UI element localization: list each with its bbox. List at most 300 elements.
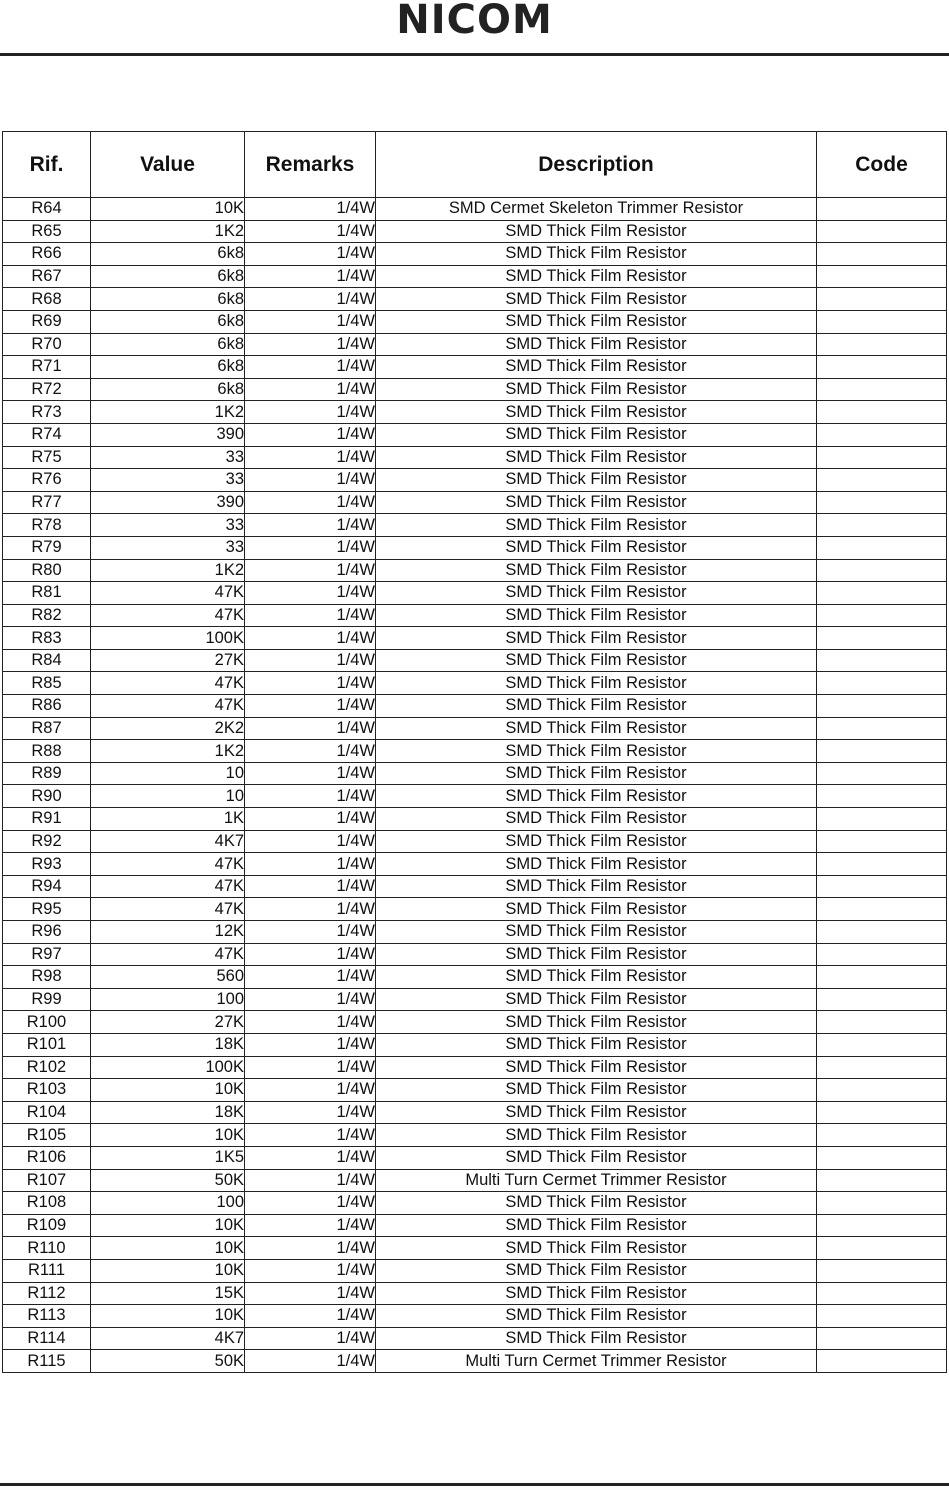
table-row bbox=[3, 1101, 947, 1124]
cell-value: 47K bbox=[91, 853, 245, 876]
cell-rif: R112 bbox=[3, 1282, 91, 1305]
table-row bbox=[3, 1327, 947, 1350]
cell-rif: R80 bbox=[3, 559, 91, 582]
cell-description: SMD Thick Film Resistor bbox=[376, 1327, 817, 1350]
cell-rif: R107 bbox=[3, 1169, 91, 1192]
cell-rif: R67 bbox=[3, 265, 91, 288]
table-row bbox=[3, 830, 947, 853]
cell-rif: R83 bbox=[3, 627, 91, 650]
table-row bbox=[3, 536, 947, 559]
cell-remarks: 1/4W bbox=[245, 514, 376, 537]
cell-code bbox=[817, 491, 947, 514]
cell-value: 10K bbox=[91, 1237, 245, 1260]
cell-description: SMD Cermet Skeleton Trimmer Resistor bbox=[376, 198, 817, 221]
cell-remarks: 1/4W bbox=[245, 582, 376, 605]
cell-rif: R110 bbox=[3, 1237, 91, 1260]
cell-remarks: 1/4W bbox=[245, 536, 376, 559]
cell-remarks: 1/4W bbox=[245, 1124, 376, 1147]
cell-rif: R96 bbox=[3, 921, 91, 944]
table-row bbox=[3, 808, 947, 831]
cell-rif: R88 bbox=[3, 740, 91, 763]
cell-description: SMD Thick Film Resistor bbox=[376, 830, 817, 853]
cell-remarks: 1/4W bbox=[245, 875, 376, 898]
cell-code bbox=[817, 1282, 947, 1305]
cell-value: 100 bbox=[91, 1192, 245, 1215]
cell-remarks: 1/4W bbox=[245, 649, 376, 672]
cell-remarks: 1/4W bbox=[245, 333, 376, 356]
table-row bbox=[3, 695, 947, 718]
cell-rif: R114 bbox=[3, 1327, 91, 1350]
table-row bbox=[3, 740, 947, 763]
cell-code bbox=[817, 943, 947, 966]
cell-code bbox=[817, 1305, 947, 1328]
cell-value: 1K bbox=[91, 808, 245, 831]
cell-rif: R74 bbox=[3, 423, 91, 446]
column-header-code: Code bbox=[817, 132, 947, 198]
cell-value: 10 bbox=[91, 785, 245, 808]
cell-code bbox=[817, 469, 947, 492]
parts-table bbox=[2, 131, 947, 1373]
cell-description: SMD Thick Film Resistor bbox=[376, 1033, 817, 1056]
cell-remarks: 1/4W bbox=[245, 740, 376, 763]
cell-description: SMD Thick Film Resistor bbox=[376, 785, 817, 808]
cell-value: 560 bbox=[91, 966, 245, 989]
table-row bbox=[3, 853, 947, 876]
cell-code bbox=[817, 1056, 947, 1079]
table-row bbox=[3, 559, 947, 582]
cell-value: 10K bbox=[91, 1214, 245, 1237]
cell-description: SMD Thick Film Resistor bbox=[376, 740, 817, 763]
cell-rif: R70 bbox=[3, 333, 91, 356]
cell-value: 33 bbox=[91, 446, 245, 469]
cell-value: 47K bbox=[91, 672, 245, 695]
cell-rif: R91 bbox=[3, 808, 91, 831]
cell-code bbox=[817, 582, 947, 605]
cell-code bbox=[817, 853, 947, 876]
cell-value: 47K bbox=[91, 582, 245, 605]
cell-description: SMD Thick Film Resistor bbox=[376, 378, 817, 401]
table-row bbox=[3, 582, 947, 605]
cell-remarks: 1/4W bbox=[245, 785, 376, 808]
cell-remarks: 1/4W bbox=[245, 853, 376, 876]
table-row bbox=[3, 672, 947, 695]
cell-description: SMD Thick Film Resistor bbox=[376, 582, 817, 605]
cell-code bbox=[817, 1350, 947, 1373]
cell-value: 27K bbox=[91, 649, 245, 672]
cell-code bbox=[817, 898, 947, 921]
cell-value: 4K7 bbox=[91, 1327, 245, 1350]
table-row bbox=[3, 333, 947, 356]
table-row bbox=[3, 1146, 947, 1169]
cell-value: 4K7 bbox=[91, 830, 245, 853]
cell-rif: R81 bbox=[3, 582, 91, 605]
cell-code bbox=[817, 1079, 947, 1102]
cell-remarks: 1/4W bbox=[245, 1305, 376, 1328]
table-row bbox=[3, 310, 947, 333]
table-row bbox=[3, 943, 947, 966]
cell-remarks: 1/4W bbox=[245, 627, 376, 650]
table-row bbox=[3, 604, 947, 627]
cell-description: SMD Thick Film Resistor bbox=[376, 1146, 817, 1169]
cell-remarks: 1/4W bbox=[245, 1169, 376, 1192]
cell-description: SMD Thick Film Resistor bbox=[376, 220, 817, 243]
cell-remarks: 1/4W bbox=[245, 1350, 376, 1373]
header-rule bbox=[0, 53, 949, 56]
cell-value: 390 bbox=[91, 491, 245, 514]
cell-value: 18K bbox=[91, 1101, 245, 1124]
cell-value: 100K bbox=[91, 1056, 245, 1079]
cell-code bbox=[817, 378, 947, 401]
cell-remarks: 1/4W bbox=[245, 243, 376, 266]
cell-value: 27K bbox=[91, 1011, 245, 1034]
table-row bbox=[3, 491, 947, 514]
cell-description: SMD Thick Film Resistor bbox=[376, 491, 817, 514]
cell-value: 1K2 bbox=[91, 559, 245, 582]
cell-description: SMD Thick Film Resistor bbox=[376, 1079, 817, 1102]
cell-rif: R76 bbox=[3, 469, 91, 492]
cell-code bbox=[817, 1327, 947, 1350]
cell-value: 18K bbox=[91, 1033, 245, 1056]
cell-rif: R90 bbox=[3, 785, 91, 808]
cell-value: 10 bbox=[91, 762, 245, 785]
table-row bbox=[3, 1079, 947, 1102]
cell-description: SMD Thick Film Resistor bbox=[376, 469, 817, 492]
cell-remarks: 1/4W bbox=[245, 1101, 376, 1124]
cell-value: 6k8 bbox=[91, 310, 245, 333]
cell-rif: R69 bbox=[3, 310, 91, 333]
cell-value: 6k8 bbox=[91, 243, 245, 266]
cell-rif: R113 bbox=[3, 1305, 91, 1328]
table-row bbox=[3, 1282, 947, 1305]
cell-description: SMD Thick Film Resistor bbox=[376, 988, 817, 1011]
cell-description: SMD Thick Film Resistor bbox=[376, 1101, 817, 1124]
cell-description: SMD Thick Film Resistor bbox=[376, 356, 817, 379]
table-row bbox=[3, 1259, 947, 1282]
brand-title: NICOM bbox=[396, 0, 553, 43]
cell-code bbox=[817, 356, 947, 379]
cell-description: SMD Thick Film Resistor bbox=[376, 333, 817, 356]
table-row bbox=[3, 1033, 947, 1056]
cell-code bbox=[817, 1259, 947, 1282]
cell-remarks: 1/4W bbox=[245, 446, 376, 469]
cell-remarks: 1/4W bbox=[245, 310, 376, 333]
cell-remarks: 1/4W bbox=[245, 717, 376, 740]
cell-description: SMD Thick Film Resistor bbox=[376, 672, 817, 695]
cell-rif: R72 bbox=[3, 378, 91, 401]
table-row bbox=[3, 1305, 947, 1328]
cell-remarks: 1/4W bbox=[245, 1214, 376, 1237]
cell-value: 10K bbox=[91, 1079, 245, 1102]
cell-remarks: 1/4W bbox=[245, 1056, 376, 1079]
cell-code bbox=[817, 649, 947, 672]
cell-rif: R93 bbox=[3, 853, 91, 876]
cell-rif: R92 bbox=[3, 830, 91, 853]
table-row bbox=[3, 1169, 947, 1192]
cell-code bbox=[817, 220, 947, 243]
cell-code bbox=[817, 672, 947, 695]
table-row bbox=[3, 875, 947, 898]
cell-rif: R86 bbox=[3, 695, 91, 718]
table-row bbox=[3, 966, 947, 989]
cell-remarks: 1/4W bbox=[245, 1192, 376, 1215]
table-row bbox=[3, 1350, 947, 1373]
table-row bbox=[3, 1192, 947, 1215]
cell-rif: R97 bbox=[3, 943, 91, 966]
cell-rif: R89 bbox=[3, 762, 91, 785]
cell-description: Multi Turn Cermet Trimmer Resistor bbox=[376, 1169, 817, 1192]
table-row bbox=[3, 265, 947, 288]
table-row bbox=[3, 1011, 947, 1034]
cell-description: SMD Thick Film Resistor bbox=[376, 265, 817, 288]
cell-value: 6k8 bbox=[91, 356, 245, 379]
cell-rif: R105 bbox=[3, 1124, 91, 1147]
cell-rif: R99 bbox=[3, 988, 91, 1011]
table-row bbox=[3, 469, 947, 492]
cell-value: 47K bbox=[91, 875, 245, 898]
table-row bbox=[3, 627, 947, 650]
cell-value: 10K bbox=[91, 1259, 245, 1282]
table-row bbox=[3, 356, 947, 379]
cell-remarks: 1/4W bbox=[245, 423, 376, 446]
cell-description: SMD Thick Film Resistor bbox=[376, 446, 817, 469]
table-row bbox=[3, 988, 947, 1011]
cell-description: SMD Thick Film Resistor bbox=[376, 1259, 817, 1282]
cell-rif: R84 bbox=[3, 649, 91, 672]
cell-value: 1K2 bbox=[91, 220, 245, 243]
cell-remarks: 1/4W bbox=[245, 695, 376, 718]
cell-remarks: 1/4W bbox=[245, 378, 376, 401]
column-header-value: Value bbox=[91, 132, 245, 198]
cell-value: 100K bbox=[91, 627, 245, 650]
cell-code bbox=[817, 830, 947, 853]
cell-rif: R87 bbox=[3, 717, 91, 740]
cell-description: SMD Thick Film Resistor bbox=[376, 921, 817, 944]
cell-description: SMD Thick Film Resistor bbox=[376, 717, 817, 740]
cell-remarks: 1/4W bbox=[245, 469, 376, 492]
cell-value: 47K bbox=[91, 695, 245, 718]
cell-code bbox=[817, 740, 947, 763]
cell-code bbox=[817, 536, 947, 559]
cell-rif: R103 bbox=[3, 1079, 91, 1102]
cell-code bbox=[817, 627, 947, 650]
table-row bbox=[3, 401, 947, 424]
table-row bbox=[3, 921, 947, 944]
cell-code bbox=[817, 966, 947, 989]
cell-description: SMD Thick Film Resistor bbox=[376, 1282, 817, 1305]
cell-value: 390 bbox=[91, 423, 245, 446]
table-header-row bbox=[3, 132, 947, 198]
cell-rif: R94 bbox=[3, 875, 91, 898]
cell-value: 47K bbox=[91, 604, 245, 627]
cell-description: SMD Thick Film Resistor bbox=[376, 1124, 817, 1147]
cell-remarks: 1/4W bbox=[245, 830, 376, 853]
table-row bbox=[3, 423, 947, 446]
cell-code bbox=[817, 310, 947, 333]
table-row bbox=[3, 243, 947, 266]
cell-remarks: 1/4W bbox=[245, 265, 376, 288]
cell-code bbox=[817, 1237, 947, 1260]
cell-value: 33 bbox=[91, 536, 245, 559]
cell-value: 50K bbox=[91, 1169, 245, 1192]
cell-description: SMD Thick Film Resistor bbox=[376, 808, 817, 831]
cell-remarks: 1/4W bbox=[245, 921, 376, 944]
cell-description: SMD Thick Film Resistor bbox=[376, 898, 817, 921]
cell-code bbox=[817, 1146, 947, 1169]
cell-value: 33 bbox=[91, 469, 245, 492]
cell-description: SMD Thick Film Resistor bbox=[376, 853, 817, 876]
table-row bbox=[3, 514, 947, 537]
cell-code bbox=[817, 604, 947, 627]
column-header-remarks: Remarks bbox=[245, 132, 376, 198]
cell-value: 47K bbox=[91, 898, 245, 921]
cell-remarks: 1/4W bbox=[245, 491, 376, 514]
column-header-rif: Rif. bbox=[3, 132, 91, 198]
cell-description: SMD Thick Film Resistor bbox=[376, 627, 817, 650]
cell-code bbox=[817, 514, 947, 537]
cell-code bbox=[817, 288, 947, 311]
cell-description: SMD Thick Film Resistor bbox=[376, 536, 817, 559]
cell-description: SMD Thick Film Resistor bbox=[376, 604, 817, 627]
cell-rif: R102 bbox=[3, 1056, 91, 1079]
cell-description: SMD Thick Film Resistor bbox=[376, 1056, 817, 1079]
table-row bbox=[3, 220, 947, 243]
cell-remarks: 1/4W bbox=[245, 604, 376, 627]
cell-remarks: 1/4W bbox=[245, 672, 376, 695]
column-header-description: Description bbox=[376, 132, 817, 198]
cell-code bbox=[817, 243, 947, 266]
cell-code bbox=[817, 265, 947, 288]
cell-rif: R109 bbox=[3, 1214, 91, 1237]
cell-code bbox=[817, 423, 947, 446]
table-row bbox=[3, 1124, 947, 1147]
table-row bbox=[3, 1214, 947, 1237]
table-body bbox=[3, 198, 947, 1373]
cell-rif: R79 bbox=[3, 536, 91, 559]
cell-description: SMD Thick Film Resistor bbox=[376, 966, 817, 989]
cell-code bbox=[817, 1011, 947, 1034]
cell-remarks: 1/4W bbox=[245, 1259, 376, 1282]
cell-description: SMD Thick Film Resistor bbox=[376, 695, 817, 718]
cell-remarks: 1/4W bbox=[245, 356, 376, 379]
cell-description: SMD Thick Film Resistor bbox=[376, 1011, 817, 1034]
cell-remarks: 1/4W bbox=[245, 220, 376, 243]
cell-remarks: 1/4W bbox=[245, 288, 376, 311]
cell-description: SMD Thick Film Resistor bbox=[376, 1305, 817, 1328]
table-row bbox=[3, 288, 947, 311]
cell-rif: R65 bbox=[3, 220, 91, 243]
cell-rif: R111 bbox=[3, 1259, 91, 1282]
table-row bbox=[3, 649, 947, 672]
table-row bbox=[3, 198, 947, 221]
cell-description: SMD Thick Film Resistor bbox=[376, 649, 817, 672]
cell-rif: R78 bbox=[3, 514, 91, 537]
cell-rif: R82 bbox=[3, 604, 91, 627]
cell-remarks: 1/4W bbox=[245, 988, 376, 1011]
cell-remarks: 1/4W bbox=[245, 943, 376, 966]
cell-rif: R71 bbox=[3, 356, 91, 379]
table-row bbox=[3, 1056, 947, 1079]
cell-remarks: 1/4W bbox=[245, 559, 376, 582]
cell-value: 10K bbox=[91, 198, 245, 221]
cell-remarks: 1/4W bbox=[245, 1237, 376, 1260]
cell-remarks: 1/4W bbox=[245, 1327, 376, 1350]
cell-code bbox=[817, 1192, 947, 1215]
table-row bbox=[3, 446, 947, 469]
cell-rif: R95 bbox=[3, 898, 91, 921]
cell-code bbox=[817, 1169, 947, 1192]
table-row bbox=[3, 762, 947, 785]
cell-code bbox=[817, 1124, 947, 1147]
cell-remarks: 1/4W bbox=[245, 198, 376, 221]
cell-code bbox=[817, 401, 947, 424]
cell-code bbox=[817, 1033, 947, 1056]
cell-description: SMD Thick Film Resistor bbox=[376, 423, 817, 446]
cell-code bbox=[817, 198, 947, 221]
cell-rif: R68 bbox=[3, 288, 91, 311]
cell-remarks: 1/4W bbox=[245, 966, 376, 989]
cell-value: 15K bbox=[91, 1282, 245, 1305]
cell-rif: R98 bbox=[3, 966, 91, 989]
cell-rif: R104 bbox=[3, 1101, 91, 1124]
cell-remarks: 1/4W bbox=[245, 762, 376, 785]
cell-remarks: 1/4W bbox=[245, 1146, 376, 1169]
cell-value: 47K bbox=[91, 943, 245, 966]
cell-description: SMD Thick Film Resistor bbox=[376, 1214, 817, 1237]
table-row bbox=[3, 378, 947, 401]
cell-code bbox=[817, 695, 947, 718]
cell-code bbox=[817, 446, 947, 469]
cell-remarks: 1/4W bbox=[245, 898, 376, 921]
cell-description: SMD Thick Film Resistor bbox=[376, 559, 817, 582]
cell-value: 6k8 bbox=[91, 333, 245, 356]
table-row bbox=[3, 1237, 947, 1260]
cell-remarks: 1/4W bbox=[245, 808, 376, 831]
cell-rif: R75 bbox=[3, 446, 91, 469]
cell-value: 1K2 bbox=[91, 740, 245, 763]
cell-description: SMD Thick Film Resistor bbox=[376, 943, 817, 966]
cell-code bbox=[817, 785, 947, 808]
cell-value: 100 bbox=[91, 988, 245, 1011]
cell-rif: R66 bbox=[3, 243, 91, 266]
cell-code bbox=[817, 1101, 947, 1124]
cell-remarks: 1/4W bbox=[245, 1282, 376, 1305]
cell-rif: R115 bbox=[3, 1350, 91, 1373]
cell-value: 10K bbox=[91, 1305, 245, 1328]
cell-rif: R101 bbox=[3, 1033, 91, 1056]
cell-rif: R85 bbox=[3, 672, 91, 695]
cell-description: SMD Thick Film Resistor bbox=[376, 1192, 817, 1215]
cell-rif: R73 bbox=[3, 401, 91, 424]
cell-value: 10K bbox=[91, 1124, 245, 1147]
table-row bbox=[3, 717, 947, 740]
cell-rif: R100 bbox=[3, 1011, 91, 1034]
cell-code bbox=[817, 762, 947, 785]
cell-rif: R106 bbox=[3, 1146, 91, 1169]
cell-code bbox=[817, 875, 947, 898]
cell-description: SMD Thick Film Resistor bbox=[376, 762, 817, 785]
cell-code bbox=[817, 808, 947, 831]
cell-value: 6k8 bbox=[91, 265, 245, 288]
cell-remarks: 1/4W bbox=[245, 1033, 376, 1056]
cell-code bbox=[817, 988, 947, 1011]
cell-rif: R77 bbox=[3, 491, 91, 514]
cell-description: Multi Turn Cermet Trimmer Resistor bbox=[376, 1350, 817, 1373]
cell-description: SMD Thick Film Resistor bbox=[376, 875, 817, 898]
cell-code bbox=[817, 921, 947, 944]
cell-description: SMD Thick Film Resistor bbox=[376, 514, 817, 537]
cell-value: 12K bbox=[91, 921, 245, 944]
table-row bbox=[3, 785, 947, 808]
